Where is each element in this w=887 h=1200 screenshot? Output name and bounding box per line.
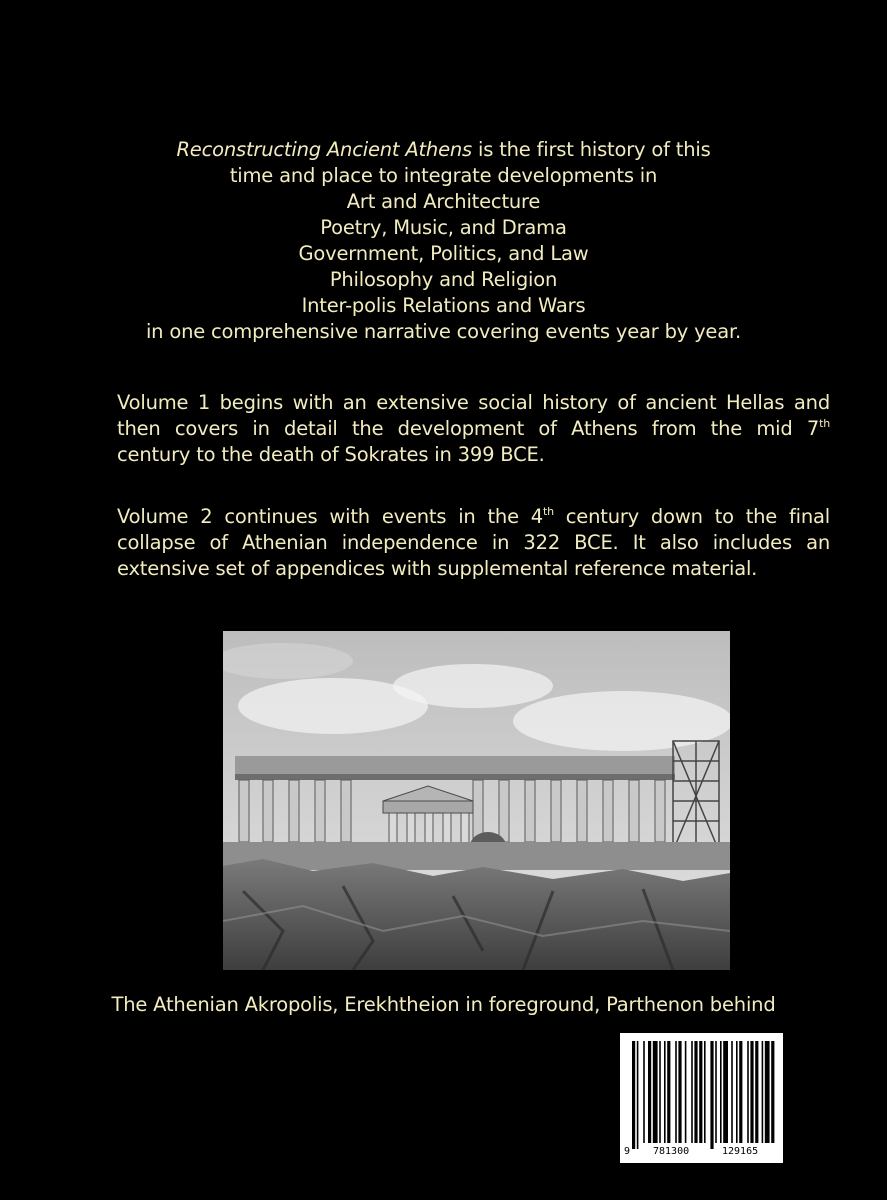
isbn-barcode — [620, 1033, 783, 1163]
barcode-bar — [771, 1041, 774, 1143]
isbn-group-1: 781300 — [653, 1146, 690, 1157]
barcode-bar — [723, 1041, 728, 1143]
barcode-bar — [694, 1041, 697, 1143]
barcode-bar — [704, 1041, 706, 1143]
barcode-bar — [675, 1041, 677, 1143]
barcode-bar — [664, 1041, 666, 1143]
barcode-bar — [691, 1041, 693, 1143]
barcode-bar — [643, 1041, 645, 1143]
volume-1-line: then covers in detail the development of Athens from the mid 7th — [117, 417, 830, 440]
volume-1-line: century to the death of Sokrates in 399 BCE. — [117, 443, 545, 466]
volume-2-line: Volume 2 continues with events in the 4th century down to the final — [117, 505, 830, 528]
topic-item: Inter-polis Relations and Wars — [301, 294, 586, 317]
barcode-bar — [678, 1041, 681, 1143]
barcode-bar — [632, 1041, 635, 1149]
barcode-bar — [685, 1041, 687, 1143]
barcode-bar — [667, 1041, 670, 1143]
topic-item: Art and Architecture — [346, 190, 541, 213]
volume-1-line: Volume 1 begins with an extensive social history of ancient Hellas and — [117, 391, 830, 414]
barcode-bar — [731, 1041, 733, 1143]
volume-1-paragraph — [117, 390, 830, 468]
barcode-bar — [747, 1041, 749, 1143]
barcode-bar — [755, 1041, 758, 1143]
intro-closing: in one comprehensive narrative covering events year by year. — [145, 320, 742, 343]
isbn-prefix: 9 — [624, 1146, 631, 1157]
akropolis-photo — [223, 631, 730, 970]
volume-2-line: extensive set of appendices with supplemental reference material. — [117, 557, 758, 580]
barcode-bar — [715, 1041, 717, 1143]
barcode-bar — [710, 1041, 713, 1149]
intro-line-2: time and place to integrate developments in — [229, 164, 658, 187]
barcode-bar — [739, 1041, 742, 1143]
barcode-bar — [659, 1041, 661, 1143]
isbn-digits — [620, 1144, 783, 1160]
barcode-bar — [648, 1041, 651, 1143]
barcode-bar — [750, 1041, 753, 1143]
isbn-group-2: 129165 — [722, 1146, 759, 1157]
topic-item: Government, Politics, and Law — [298, 242, 589, 265]
barcode-bar — [637, 1041, 639, 1149]
volume-2-paragraph — [117, 504, 830, 582]
barcode-bar — [736, 1041, 738, 1143]
topic-item: Poetry, Music, and Drama — [320, 216, 567, 239]
barcode-bar — [765, 1041, 770, 1143]
barcode-bar — [699, 1041, 702, 1143]
intro-block — [60, 137, 827, 345]
barcode-bar — [720, 1041, 722, 1143]
barcode-bar — [653, 1041, 658, 1143]
topic-item: Philosophy and Religion — [329, 268, 558, 291]
book-title: Reconstructing Ancient Athens — [176, 138, 473, 161]
barcode-bar — [762, 1041, 764, 1143]
volume-2-line: collapse of Athenian independence in 322 BCE. It also includes an — [117, 531, 830, 554]
photo-caption: The Athenian Akropolis, Erekhtheion in foreground, Parthenon behind — [111, 993, 776, 1016]
intro-line-1: Reconstructing Ancient Athens is the first history of this — [176, 138, 711, 161]
